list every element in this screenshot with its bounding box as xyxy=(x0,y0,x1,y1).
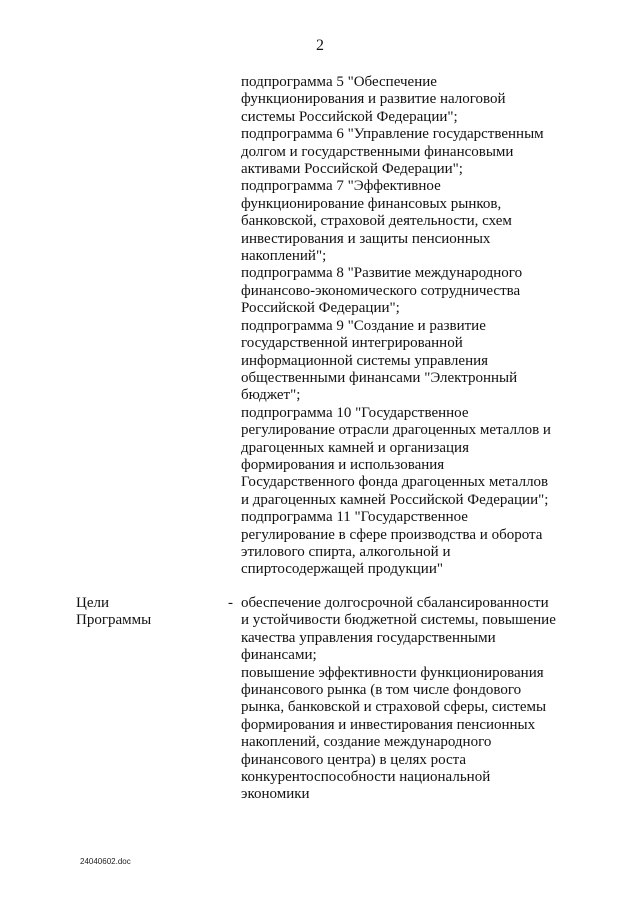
subprograms-line: общественными финансами "Электронный xyxy=(241,369,518,386)
subprograms-line: формирования и использования xyxy=(241,456,445,473)
goals-text xyxy=(241,595,581,804)
subprograms-line: регулирование отрасли драгоценных металлов и xyxy=(241,422,551,439)
subprograms-line: функционирования и развитие налоговой xyxy=(241,91,506,108)
page-number: 2 xyxy=(316,37,324,54)
goals-line: финансами; xyxy=(241,647,317,664)
subprograms-line: активами Российской Федерации"; xyxy=(241,161,463,178)
subprograms-line: подпрограмма 6 "Управление государственным xyxy=(241,126,544,143)
subprograms-line: системы Российской Федерации"; xyxy=(241,108,458,125)
subprograms-list xyxy=(241,74,581,579)
goals-line: финансового рынка (в том числе фондового xyxy=(241,682,522,699)
goals-label-line: Программы xyxy=(76,612,152,629)
subprograms-line: функционирование финансовых рынков, xyxy=(241,195,502,212)
subprograms-line: инвестирования и защиты пенсионных xyxy=(241,230,491,247)
subprograms-line: подпрограмма 11 "Государственное xyxy=(241,509,468,526)
goals-line: финансового центра) в целях роста xyxy=(241,751,467,768)
subprograms-line: государственной интегрированной xyxy=(241,335,463,352)
goals-dash: - xyxy=(228,595,233,611)
goals-line: накоплений, создание международного xyxy=(241,734,492,751)
subprograms-line: Российской Федерации"; xyxy=(241,300,400,317)
subprograms-line: подпрограмма 9 "Создание и развитие xyxy=(241,317,486,334)
subprograms-line: драгоценных камней и организация xyxy=(241,439,469,456)
document-code: 24040602.doc xyxy=(80,857,131,866)
goals-label xyxy=(76,595,216,630)
subprograms-line: подпрограмма 10 "Государственное xyxy=(241,404,469,421)
goals-line: экономики xyxy=(241,786,310,803)
subprograms-line: бюджет"; xyxy=(241,387,301,404)
goals-label-line: Цели xyxy=(76,595,110,611)
subprograms-line: регулирование в сфере производства и оборота xyxy=(241,526,543,543)
subprograms-line: финансово-экономического сотрудничества xyxy=(241,282,521,299)
goals-line: формирования и инвестирования пенсионных xyxy=(241,716,536,733)
subprograms-line: банковской, страховой деятельности, схем xyxy=(241,213,512,230)
subprograms-line: накоплений"; xyxy=(241,248,327,265)
subprograms-line: этилового спирта, алкогольной и xyxy=(241,543,451,560)
subprograms-line: подпрограмма 5 "Обеспечение xyxy=(241,74,437,90)
goals-line: обеспечение долгосрочной сбалансированности xyxy=(241,595,549,611)
subprograms-line: и драгоценных камней Российской Федерации"; xyxy=(241,491,549,508)
subprograms-line: Государственного фонда драгоценных металлов xyxy=(241,474,549,491)
goals-line: рынка, банковской и страховой сферы, системы xyxy=(241,699,547,716)
subprograms-line: информационной системы управления xyxy=(241,352,489,369)
goals-line: конкурентоспособности национальной xyxy=(241,769,491,786)
goals-line: повышение эффективности функционирования xyxy=(241,664,544,681)
subprograms-line: долгом и государственными финансовыми xyxy=(241,143,514,160)
goals-line: качества управления государственными xyxy=(241,629,496,646)
goals-line: и устойчивости бюджетной системы, повышение xyxy=(241,612,556,629)
subprograms-line: подпрограмма 7 "Эффективное xyxy=(241,178,441,195)
subprograms-line: спиртосодержащей продукции" xyxy=(241,561,443,578)
subprograms-line: подпрограмма 8 "Развитие международного xyxy=(241,265,523,282)
